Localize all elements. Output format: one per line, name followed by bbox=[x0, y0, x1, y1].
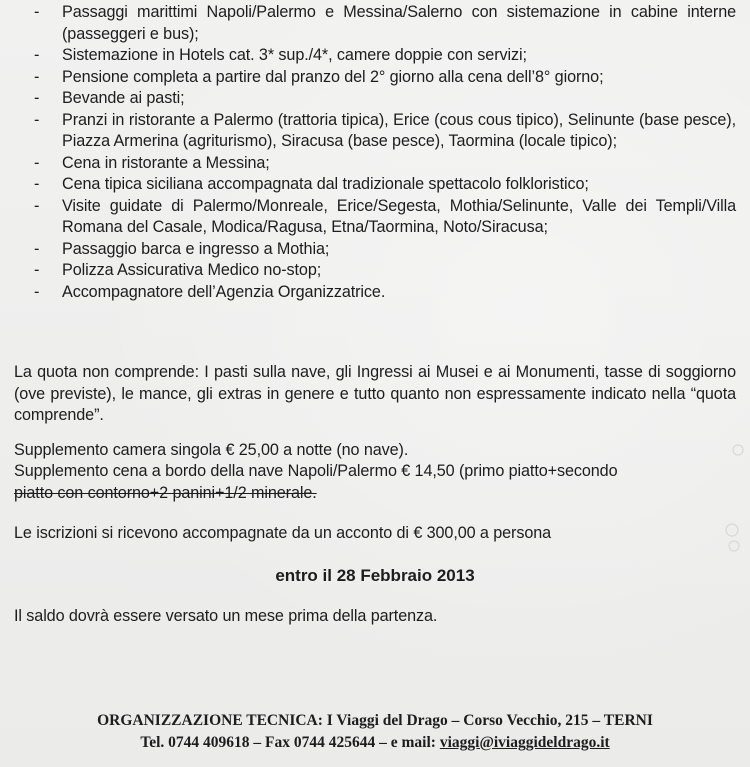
list-item-text: Cena in ristorante a Messina; bbox=[62, 153, 270, 172]
list-item bbox=[0, 110, 750, 153]
list-bullet: - bbox=[34, 67, 40, 86]
footer-phone-fax: Tel. 0744 409618 – Fax 0744 425644 – e mail: bbox=[140, 734, 440, 751]
list-bullet: - bbox=[34, 153, 40, 172]
list-item-text: Sistemazione in Hotels cat. 3* sup./4*, camere doppie con servizi; bbox=[62, 46, 527, 64]
list-item-text: Passaggi marittimi Napoli/Palermo e Messina/Salerno con sistemazione in cabine interne (passeggeri e bus); bbox=[62, 3, 736, 43]
list-bullet: - bbox=[34, 282, 40, 301]
list-item bbox=[0, 239, 750, 261]
list-item-text: Polizza Assicurativa Medico no-stop; bbox=[62, 261, 322, 279]
list-item-text: Accompagnatore dell’Agenzia Organizzatrice. bbox=[62, 282, 386, 301]
registration-paragraph: Le iscrizioni si ricevono accompagnate da un acconto di € 300,00 a persona bbox=[14, 524, 552, 542]
list-item bbox=[0, 45, 750, 67]
list-bullet: - bbox=[34, 239, 40, 258]
list-item bbox=[0, 260, 750, 282]
list-bullet: - bbox=[34, 196, 40, 215]
list-bullet: - bbox=[34, 46, 40, 64]
list-item bbox=[0, 153, 750, 175]
footer-email-link[interactable]: viaggi@iviaggideldrago.it bbox=[439, 734, 610, 751]
list-bullet: - bbox=[34, 110, 40, 129]
list-item-text: Passaggio barca e ingresso a Mothia; bbox=[62, 239, 330, 258]
supplement-dinner-line2: piatto con contorno+2 panini+1/2 minerale. bbox=[14, 484, 317, 502]
supplement-dinner-line1: Supplemento cena a bordo della nave Napoli/Palermo € 14,50 (primo piatto+secondo bbox=[14, 462, 618, 480]
list-bullet: - bbox=[34, 3, 40, 21]
list-bullet: - bbox=[34, 89, 40, 107]
list-item-text: Cena tipica siciliana accompagnata dal tradizionale spettacolo folkloristico; bbox=[62, 175, 589, 193]
list-item-text: Bevande ai pasti; bbox=[62, 89, 185, 107]
deadline-heading: entro il 28 Febbraio 2013 bbox=[275, 566, 475, 585]
scan-artifact-marks bbox=[710, 430, 750, 590]
not-included-paragraph: La quota non comprende: I pasti sulla nave, gli Ingressi ai Musei e ai Monumenti, tasse di soggiorno (ove previste), le mance, gli extras in genere e tutto quanto non espressamente indicato nella “quota comprende”. bbox=[14, 363, 736, 424]
footer-organization: ORGANIZZAZIONE TECNICA: I Viaggi del Drago – Corso Vecchio, 215 – TERNI bbox=[97, 712, 653, 729]
footer-contacts bbox=[0, 732, 750, 754]
list-item-text: Pranzi in ristorante a Palermo (trattoria tipica), Erice (cous cous tipico), Selinunte (base pesce), Piazza Armerina (agriturismo), Siracusa (base pesce), Taormina (locale tipico); bbox=[62, 110, 736, 150]
list-item-text: Visite guidate di Palermo/Monreale, Erice/Segesta, Mothia/Selinunte, Valle dei Templi/Villa Romana del Casale, Modica/Ragusa, Etna/Taormina, Noto/Siracusa; bbox=[62, 196, 736, 236]
list-item bbox=[0, 67, 750, 89]
list-item bbox=[0, 88, 750, 110]
supplement-single: Supplemento camera singola € 25,00 a notte (no nave). bbox=[14, 441, 409, 459]
list-bullet: - bbox=[34, 175, 40, 193]
includes-list bbox=[0, 2, 750, 303]
list-item bbox=[0, 282, 750, 304]
list-item-text: Pensione completa a partire dal pranzo del 2° giorno alla cena dell’8° giorno; bbox=[62, 67, 604, 86]
list-item bbox=[0, 196, 750, 239]
list-item bbox=[0, 2, 750, 45]
list-item bbox=[0, 174, 750, 196]
list-bullet: - bbox=[34, 261, 40, 279]
balance-paragraph: Il saldo dovrà essere versato un mese prima della partenza. bbox=[14, 607, 438, 625]
